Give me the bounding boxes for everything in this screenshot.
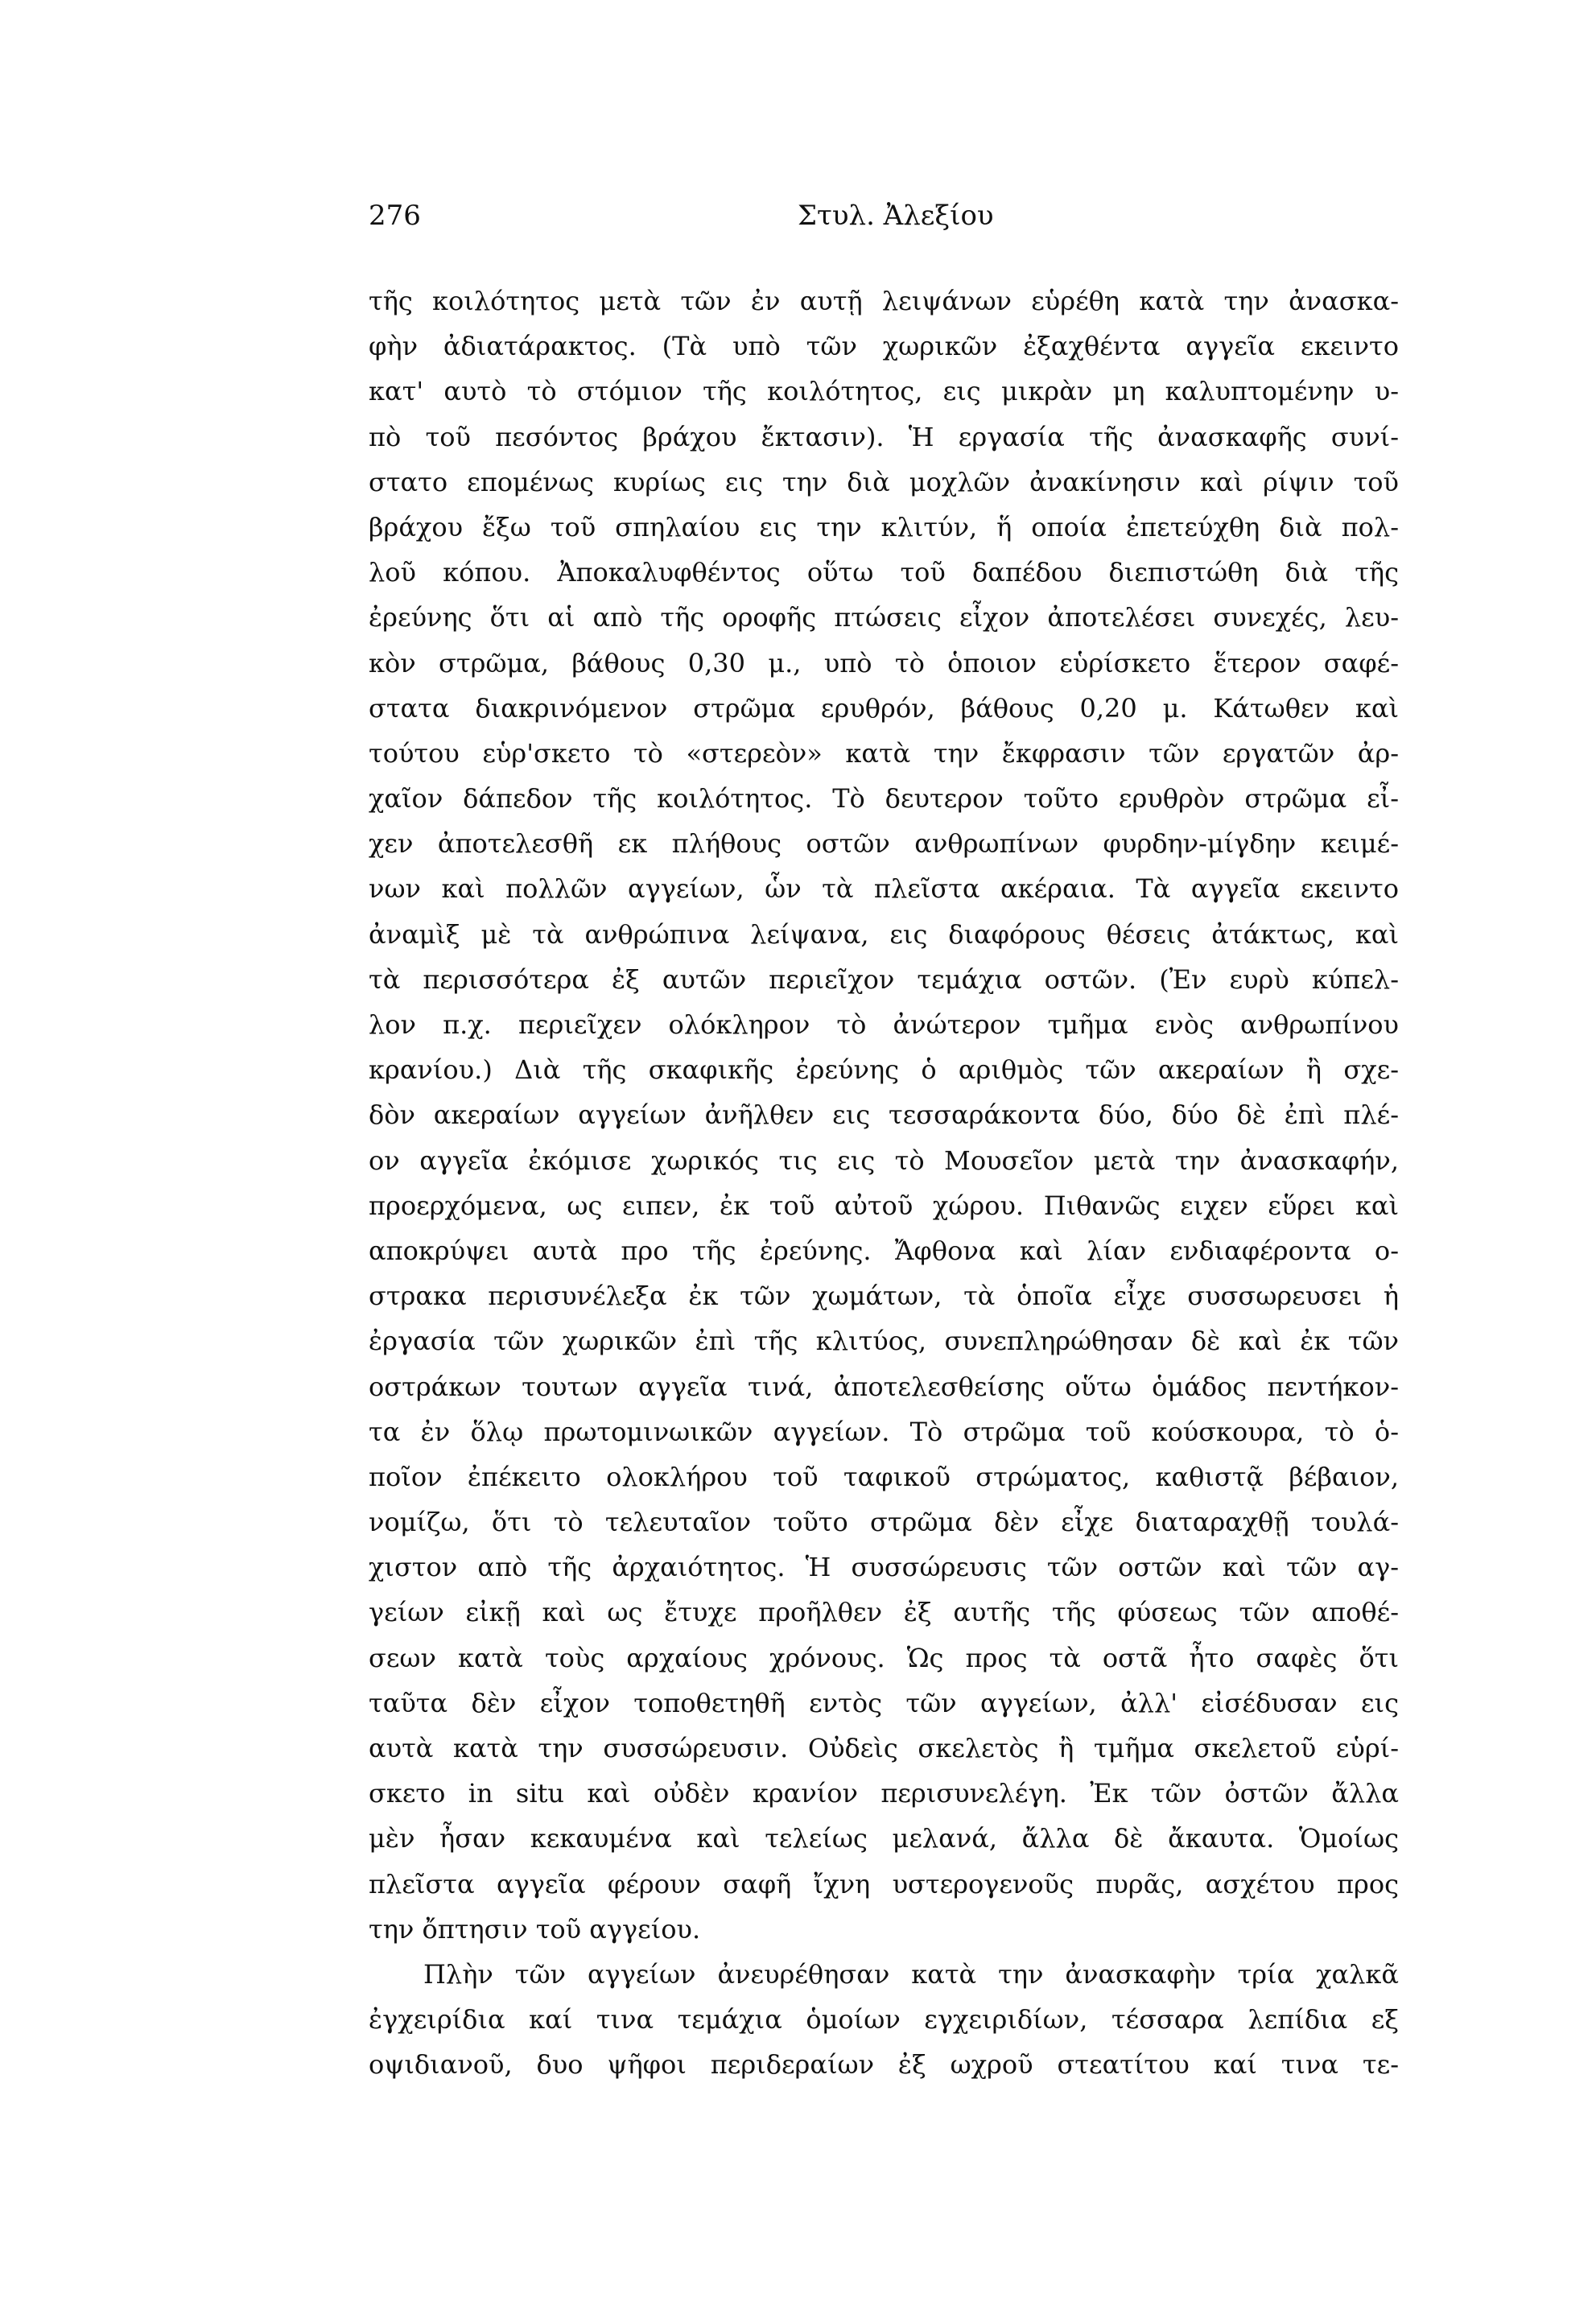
text-line: προερχόμενα, ως ειπεν, ἐκ τοῦ αὐτοῦ χώρου. Πιθανῶς ειχεν εὕρει καὶ bbox=[369, 1190, 1399, 1221]
text-line: οστράκων τουτων αγγεῖα τινά, ἀποτελεσθείσης οὕτω ὁμάδος πεντήκον- bbox=[369, 1371, 1399, 1402]
text-line: χαῖον δάπεδον τῆς κοιλότητος. Τὸ δευτερον τοῦτο ερυθρὸν στρῶμα εἶ- bbox=[369, 783, 1399, 815]
text-line: στατα διακρινόμενον στρῶμα ερυθρόν, βάθους 0,20 μ. Κάτωθεν καὶ bbox=[369, 692, 1399, 724]
text-line: ποῖον ἐπέκειτο ολοκλήρου τοῦ ταφικοῦ στρώματος, καθιστᾷ βέβαιον, bbox=[369, 1461, 1399, 1492]
text-line: σεων κατὰ τοὺς αρχαίους χρόνους. Ὡς προς τὰ οστᾶ ἦτο σαφὲς ὅτι bbox=[369, 1642, 1399, 1673]
page-number: 276 bbox=[369, 200, 421, 232]
text-line: κὸν στρῶμα, βάθους 0,30 μ., υπὸ τὸ ὁποιον εὑρίσκετο ἕτερον σαφέ- bbox=[369, 647, 1399, 679]
text-line: ταῦτα δὲν εἶχον τοποθετηθῆ εντὸς τῶν αγγείων, ἀλλ' εἰσέδυσαν εις bbox=[369, 1687, 1399, 1718]
text-line: ἐρεύνης ὅτι αἱ απὸ τῆς οροφῆς πτώσεις εἶχον ἀποτελέσει συνεχές, λευ- bbox=[369, 602, 1399, 633]
text-line: λοῦ κόπου. Ἀποκαλυφθέντος οὕτω τοῦ δαπέδου διεπιστώθη διὰ τῆς bbox=[369, 557, 1399, 588]
text-line: σκετο in situ καὶ οὐδὲν κρανίον περισυνελέγη. Ἐκ τῶν ὀστῶν ἄλλα bbox=[369, 1778, 1399, 1809]
text-line: φὴν ἀδιατάρακτος. (Τὰ υπὸ τῶν χωρικῶν ἐξαχθέντα αγγεῖα εκειντο bbox=[369, 331, 1399, 362]
text-line: αποκρύψει αυτὰ προ τῆς ἐρεύνης. Ἄφθονα καὶ λίαν ενδιαφέροντα ο- bbox=[369, 1235, 1399, 1266]
running-head bbox=[369, 200, 1399, 240]
text-line: ἐγχειρίδια καί τινα τεμάχια ὁμοίων εγχειριδίων, τέσσαρα λεπίδια εξ bbox=[369, 2004, 1399, 2036]
text-line: λον π.χ. περιεῖχεν ολόκληρον τὸ ἀνώτερον τμῆμα ενὸς ανθρωπίνου bbox=[369, 1009, 1399, 1040]
body-text bbox=[369, 278, 1399, 2088]
running-head-author: Στυλ. Ἀλεξίου bbox=[798, 200, 994, 232]
text-line: τὰ περισσότερα ἐξ αυτῶν περιεῖχον τεμάχια οστῶν. (Ἐν ευρὺ κύπελ- bbox=[369, 963, 1399, 995]
text-line: τα ἐν ὅλῳ πρωτομινωικῶν αγγείων. Τὸ στρῶμα τοῦ κούσκουρα, τὸ ὁ- bbox=[369, 1416, 1399, 1447]
text-line: στρακα περισυνέλεξα ἐκ τῶν χωμάτων, τὰ ὁποῖα εἶχε συσσωρευσει ἡ bbox=[369, 1281, 1399, 1312]
text-line: πὸ τοῦ πεσόντος βράχου ἔκτασιν). Ἡ εργασία τῆς ἀνασκαφῆς συνί- bbox=[369, 421, 1399, 452]
text-line: οψιδιανοῦ, δυο ψῆφοι περιδεραίων ἐξ ωχροῦ στεατίτου καί τινα τε- bbox=[369, 2049, 1399, 2081]
text-line: νων καὶ πολλῶν αγγείων, ὧν τὰ πλεῖστα ακέραια. Τὰ αγγεῖα εκειντο bbox=[369, 873, 1399, 905]
paragraph-start-line: Πλὴν τῶν αγγείων ἀνευρέθησαν κατὰ την ἀνασκαφὴν τρία χαλκᾶ bbox=[423, 1958, 1399, 1990]
text-line: γείων εἰκῇ καὶ ως ἔτυχε προῆλθεν ἐξ αυτῆς τῆς φύσεως τῶν αποθέ- bbox=[369, 1597, 1399, 1628]
text-line: τούτου εὑρ'σκετο τὸ «στερεὸν» κατὰ την ἔκφρασιν τῶν εργατῶν ἀρ- bbox=[369, 737, 1399, 769]
text-line: βράχου ἔξω τοῦ σπηλαίου εις την κλιτύν, ἥ οποία ἐπετεύχθη διὰ πολ- bbox=[369, 511, 1399, 542]
text-line: ον αγγεῖα ἐκόμισε χωρικός τις εις τὸ Μουσεῖον μετὰ την ἀνασκαφήν, bbox=[369, 1145, 1399, 1176]
text-line: ἀναμὶξ μὲ τὰ ανθρώπινα λείψανα, εις διαφόρους θέσεις ἀτάκτως, καὶ bbox=[369, 918, 1399, 950]
text-line: δὸν ακεραίων αγγείων ἀνῆλθεν εις τεσσαράκοντα δύο, δύο δὲ ἐπὶ πλέ- bbox=[369, 1099, 1399, 1131]
text-line: κατ' αυτὸ τὸ στόμιον τῆς κοιλότητος, εις μικρὰν μη καλυπτομένην υ- bbox=[369, 376, 1399, 407]
text-line: πλεῖστα αγγεῖα φέρουν σαφῆ ἴχνη υστερογενοῦς πυρᾶς, ασχέτου προς bbox=[369, 1868, 1399, 1899]
text-line: μὲν ἦσαν κεκαυμένα καὶ τελείως μελανά, ἄλλα δὲ ἄκαυτα. Ὁμοίως bbox=[369, 1823, 1399, 1854]
text-line: τῆς κοιλότητος μετὰ τῶν ἐν αυτῇ λειψάνων εὑρέθη κατὰ την ἀνασκα- bbox=[369, 286, 1399, 316]
text-line: νομίζω, ὅτι τὸ τελευταῖον τοῦτο στρῶμα δὲν εἶχε διαταραχθῇ τουλά- bbox=[369, 1507, 1399, 1538]
text-line: ἐργασία τῶν χωρικῶν ἐπὶ τῆς κλιτύος, συνεπληρώθησαν δὲ καὶ ἐκ τῶν bbox=[369, 1326, 1399, 1357]
text-line: αυτὰ κατὰ την συσσώρευσιν. Οὐδεὶς σκελετὸς ἢ τμῆμα σκελετοῦ εὑρί- bbox=[369, 1733, 1399, 1763]
text-line: χιστον απὸ τῆς ἀρχαιότητος. Ἡ συσσώρευσις τῶν οστῶν καὶ τῶν αγ- bbox=[369, 1552, 1399, 1583]
text-line: στατο επομένως κυρίως εις την διὰ μοχλῶν ἀνακίνησιν καὶ ρίψιν τοῦ bbox=[369, 466, 1399, 497]
text-line: χεν ἀποτελεσθῆ εκ πλήθους οστῶν ανθρωπίνων φυρδην-μίγδην κειμέ- bbox=[369, 828, 1399, 860]
paragraph-end-line: την ὄπτησιν τοῦ αγγείου. bbox=[369, 1913, 701, 1945]
text-line: κρανίου.) Διὰ τῆς σκαφικῆς ἐρεύνης ὁ αριθμὸς τῶν ακεραίων ἢ σχε- bbox=[369, 1054, 1399, 1086]
